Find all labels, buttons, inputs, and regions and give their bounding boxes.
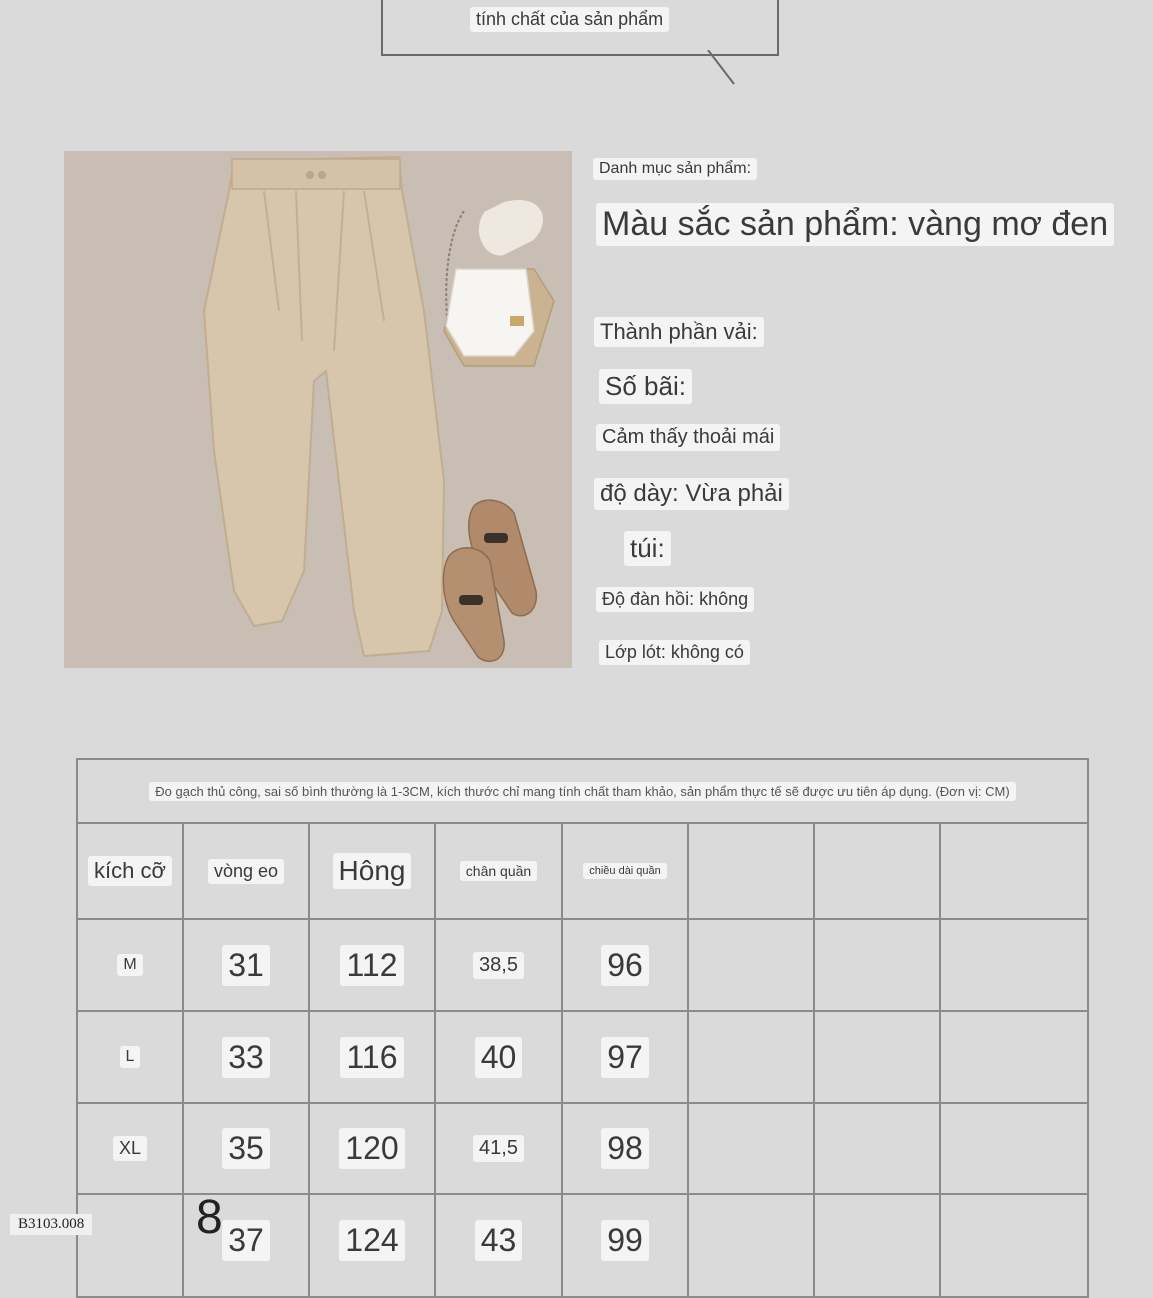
table-row-size [78, 1012, 182, 1102]
callout-title: tính chất của sản phẩm [470, 7, 669, 32]
attr-fabric: Thành phần vải: [594, 317, 764, 347]
hip-cell [310, 920, 434, 1010]
attr-thickness: độ dày: Vừa phải [594, 478, 789, 510]
hip-cell [310, 1104, 434, 1193]
leg-value: 40 [475, 1037, 523, 1078]
hip-value: 116 [340, 1037, 403, 1078]
attr-pocket: túi: [624, 531, 671, 566]
header-leg-opening-label: chân quần [460, 861, 537, 881]
table-row-size [78, 1104, 182, 1193]
product-photo [64, 151, 572, 668]
callout-tail [700, 50, 740, 90]
size-table [76, 758, 1089, 1298]
leg-value: 43 [475, 1220, 523, 1261]
leg-value: 38,5 [473, 952, 524, 979]
length-cell [563, 1012, 687, 1102]
leg-value: 41,5 [473, 1135, 524, 1162]
leg-cell [436, 1195, 561, 1285]
hip-cell [310, 1012, 434, 1102]
attr-elasticity: Độ đàn hồi: không [596, 587, 754, 612]
size-value: XL [113, 1136, 147, 1161]
length-cell [563, 1195, 687, 1285]
length-cell [563, 920, 687, 1010]
waist-cell [184, 1104, 308, 1193]
length-value: 96 [601, 945, 649, 986]
header-size-label: kích cỡ [88, 856, 172, 886]
waist-value: 35 [222, 1128, 270, 1169]
attr-feel: Cảm thấy thoải mái [596, 424, 780, 451]
size-value: M [117, 954, 142, 976]
leg-cell [436, 1104, 561, 1193]
header-size [78, 824, 182, 918]
header-length [563, 824, 687, 918]
hip-value: 120 [339, 1128, 404, 1169]
header-leg-opening [436, 824, 561, 918]
attr-lining: Lớp lót: không có [599, 640, 750, 665]
measurement-note [78, 760, 1087, 824]
attr-category: Danh mục sản phẩm: [593, 158, 757, 180]
waist-value: 37 [222, 1220, 270, 1261]
attr-size-code: Số bãi: [599, 369, 692, 404]
leg-cell [436, 920, 561, 1010]
measurement-note-text: Đo gạch thủ công, sai số bình thường là 1-3CM, kích thước chỉ mang tính chất tham khảo, sản phẩm thực tế sẽ được ưu tiên áp dụng. (Đơn vị: CM) [149, 782, 1015, 801]
length-value: 99 [601, 1220, 649, 1261]
length-value: 97 [601, 1037, 649, 1078]
header-waist [184, 824, 308, 918]
waist-value: 33 [222, 1037, 270, 1078]
waist-cell [184, 920, 308, 1010]
length-value: 98 [601, 1128, 649, 1169]
length-cell [563, 1104, 687, 1193]
hip-value: 112 [340, 945, 403, 986]
header-hip-label: Hông [333, 853, 412, 889]
header-hip [310, 824, 434, 918]
hip-cell [310, 1195, 434, 1285]
size-value: L [120, 1046, 141, 1068]
leg-cell [436, 1012, 561, 1102]
table-row-size [78, 920, 182, 1010]
sku-overlay-digit: 8 [196, 1191, 225, 1244]
attr-color: Màu sắc sản phẩm: vàng mơ đen [596, 203, 1114, 246]
hip-value: 124 [339, 1220, 404, 1261]
header-length-label: chiều dài quần [583, 863, 667, 879]
waist-value: 31 [222, 945, 270, 986]
waist-cell [184, 1012, 308, 1102]
header-waist-label: vòng eo [208, 859, 284, 884]
sku-label: B3103.008 [10, 1214, 92, 1235]
